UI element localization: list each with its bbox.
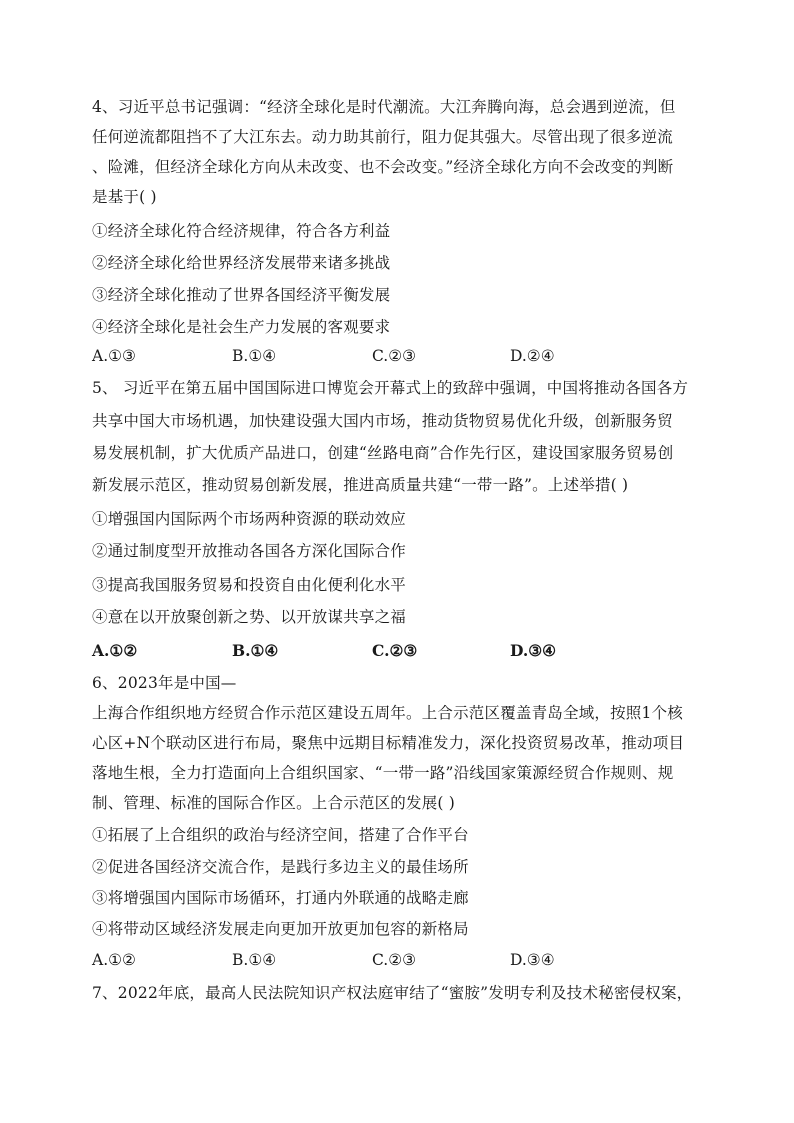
q5-stem-line-3: 易发展机制，扩大优质产品进口，创建“丝路电商”合作先行区，建设国家服务贸易创	[92, 444, 674, 462]
q5-option-d[interactable]: D.③④	[510, 641, 557, 660]
q4-item-4: ④经济全球化是社会生产力发展的客观要求	[92, 318, 391, 336]
q6-item-3: ③将增强国内国际市场循环，打通内外联通的战略走廊	[92, 889, 469, 907]
q6-option-d[interactable]: D.③④	[510, 951, 555, 969]
q5-option-c[interactable]: C.②③	[372, 641, 418, 660]
q5-option-a[interactable]: A.①②	[92, 641, 138, 660]
q7-stem-line-1: 7、2022年底，最高人民法院知识产权法庭审结了“蜜胺”发明专利及技术秘密侵权案，	[92, 984, 693, 1002]
q6-item-4: ④将带动区域经济发展走向更加开放更加包容的新格局	[92, 920, 469, 938]
q4-stem-line-4: 是基于( )	[92, 188, 157, 206]
q4-item-2: ②经济全球化给世界经济发展带来诸多挑战	[92, 254, 391, 272]
q5-item-3: ③提高我国服务贸易和投资自由化便利化水平	[92, 576, 407, 594]
q6-stem-line-3: 心区+N个联动区进行布局，聚焦中远期目标精准发力，深化投资贸易改革，推动项目	[92, 734, 685, 752]
q4-option-c[interactable]: C.②③	[372, 347, 417, 365]
q4-stem-line-2: 任何逆流都阻挡不了大江东去。动力助其前行，阻力促其强大。尽管出现了很多逆流	[92, 128, 673, 146]
q5-item-1: ①增强国内国际两个市场两种资源的联动效应	[92, 510, 407, 528]
q4-stem-line-1: 4、习近平总书记强调：“经济全球化是时代潮流。大江奔腾向海，总会遇到逆流，但	[92, 98, 676, 116]
q4-option-d[interactable]: D.②④	[510, 347, 555, 365]
q4-item-3: ③经济全球化推动了世界各国经济平衡发展	[92, 286, 391, 304]
q6-stem-line-4: 落地生根，全力打造面向上合组织国家、“一带一路”沿线国家策源经贸合作规则、规	[92, 764, 674, 782]
q4-item-1: ①经济全球化符合经济规律，符合各方利益	[92, 222, 391, 240]
q5-option-b[interactable]: B.①④	[232, 641, 279, 660]
q6-option-c[interactable]: C.②③	[372, 951, 417, 969]
q4-option-b[interactable]: B.①④	[232, 347, 277, 365]
q4-stem-line-3: 、险滩，但经济全球化方向从未改变、也不会改变。”经济全球化方向不会改变的判断	[92, 158, 674, 176]
q5-stem-line-4: 新发展示范区，推动贸易创新发展，推进高质量共建“一带一路”。上述举措( )	[92, 476, 629, 494]
q5-item-4: ④意在以开放聚创新之势、以开放谋共享之福	[92, 608, 407, 626]
q6-stem-line-5: 制、管理、标准的国际合作区。上合示范区的发展( )	[92, 794, 456, 812]
q6-option-b[interactable]: B.①④	[232, 951, 277, 969]
q5-stem-line-1: 5、 习近平在第五届中国国际进口博览会开幕式上的致辞中强调，中国将推动各国各方	[92, 379, 689, 397]
q6-option-a[interactable]: A.①②	[92, 951, 136, 969]
q6-stem-line-2: 上海合作组织地方经贸合作示范区建设五周年。上合示范区覆盖青岛全域，按照1个核	[92, 704, 683, 722]
q6-item-2: ②促进各国经济交流合作，是践行多边主义的最佳场所	[92, 858, 469, 876]
q5-stem-line-2: 共享中国大市场机遇，加快建设强大国内市场，推动货物贸易优化升级，创新服务贸	[92, 412, 673, 430]
q6-item-1: ①拓展了上合组织的政治与经济空间，搭建了合作平台	[92, 826, 469, 844]
q4-option-a[interactable]: A.①③	[92, 347, 136, 365]
q5-item-2: ②通过制度型开放推动各国各方深化国际合作	[92, 542, 407, 560]
q6-stem-line-1: 6、2023年是中国—	[92, 674, 237, 692]
